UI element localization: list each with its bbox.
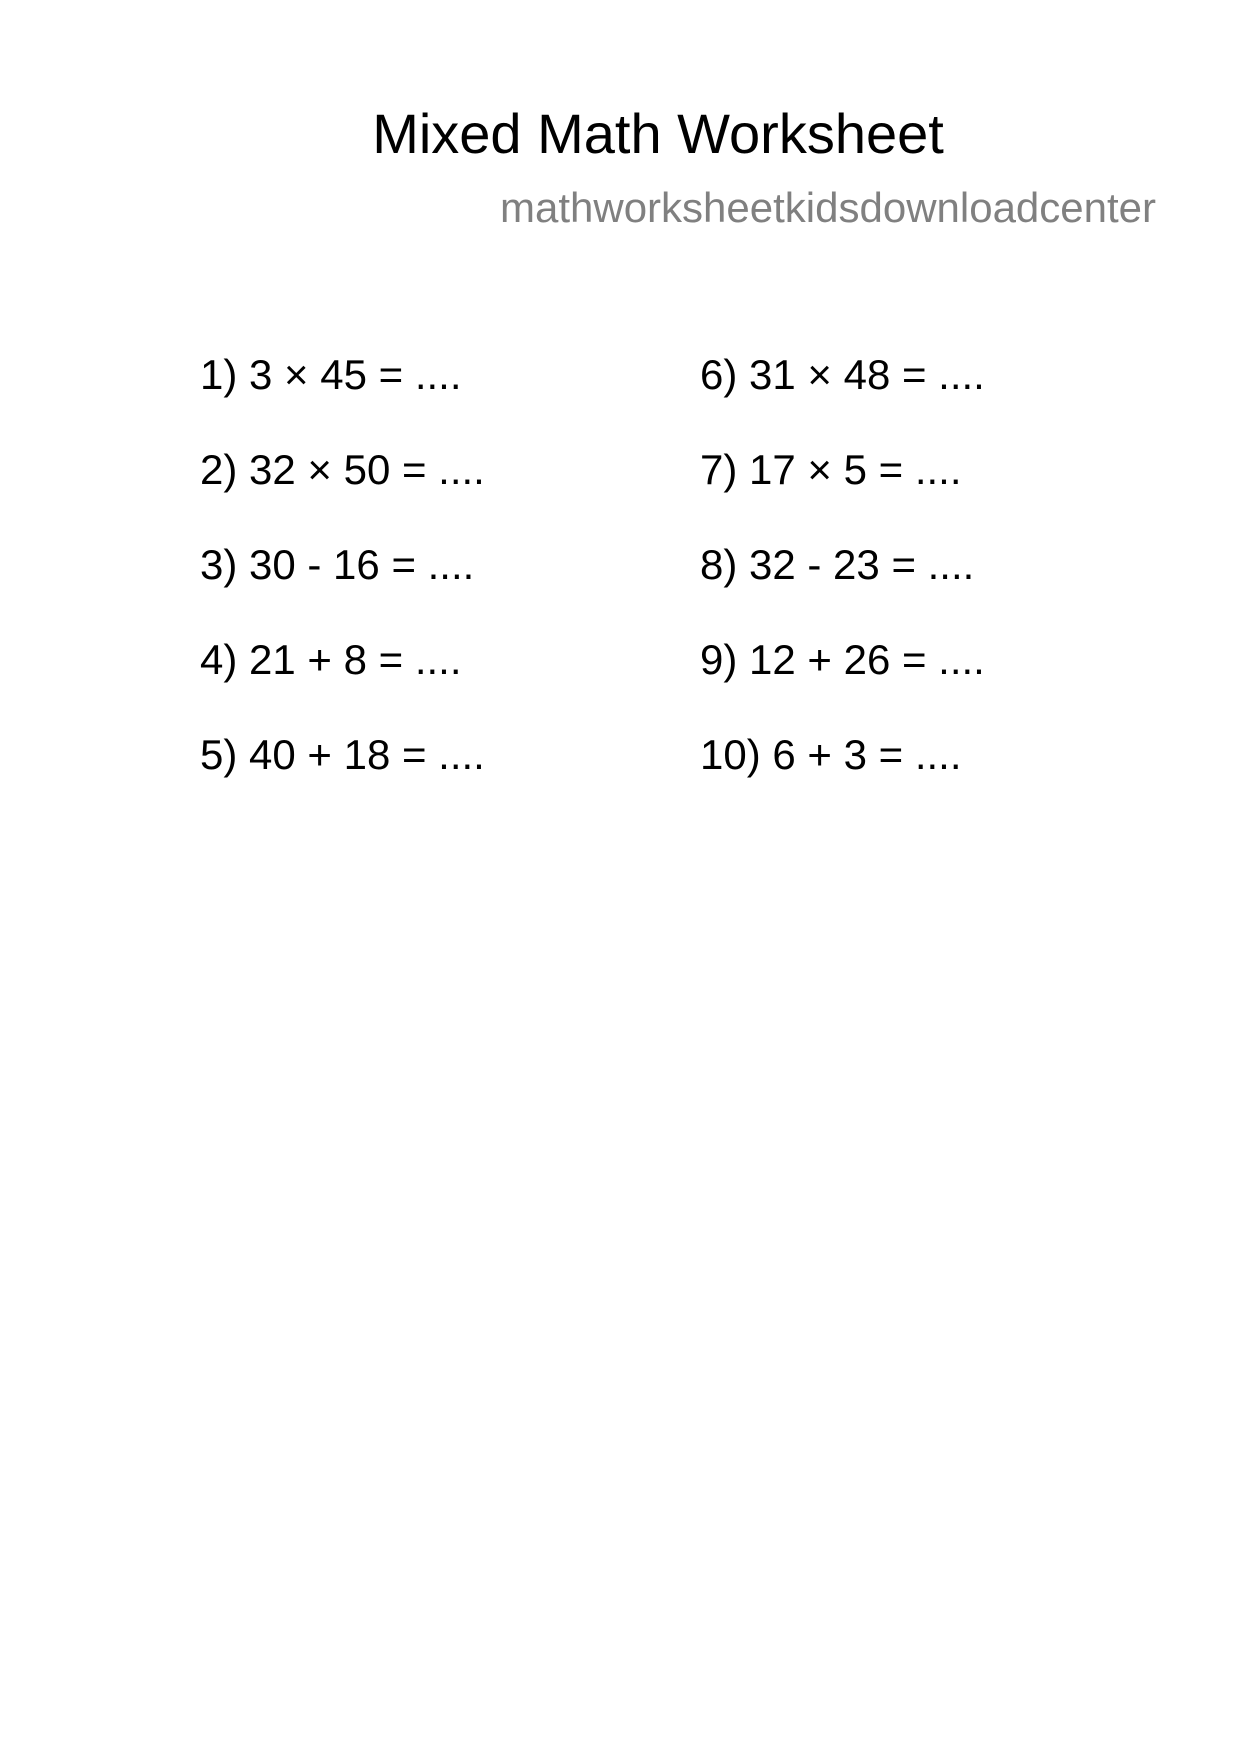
problem-grid: [200, 350, 1100, 790]
problem-item: 8) 32 - 23 = ....: [700, 541, 975, 588]
problem-item: 2) 32 × 50 = ....: [200, 446, 485, 493]
problem-item: 3) 30 - 16 = ....: [200, 541, 475, 588]
page-title: Mixed Math Worksheet: [372, 102, 944, 165]
site-watermark-text: mathworksheetkidsdownloadcenter: [500, 184, 1157, 231]
problem-item: 10) 6 + 3 = ....: [700, 731, 962, 778]
problem-item: 9) 12 + 26 = ....: [700, 636, 985, 683]
problem-item: 1) 3 × 45 = ....: [200, 351, 462, 398]
problem-item: 7) 17 × 5 = ....: [700, 446, 962, 493]
problem-column-left: [200, 350, 640, 825]
problem-item: 4) 21 + 8 = ....: [200, 636, 462, 683]
problem-column-right: [700, 350, 1140, 825]
problem-item: 5) 40 + 18 = ....: [200, 731, 485, 778]
problem-item: 6) 31 × 48 = ....: [700, 351, 985, 398]
